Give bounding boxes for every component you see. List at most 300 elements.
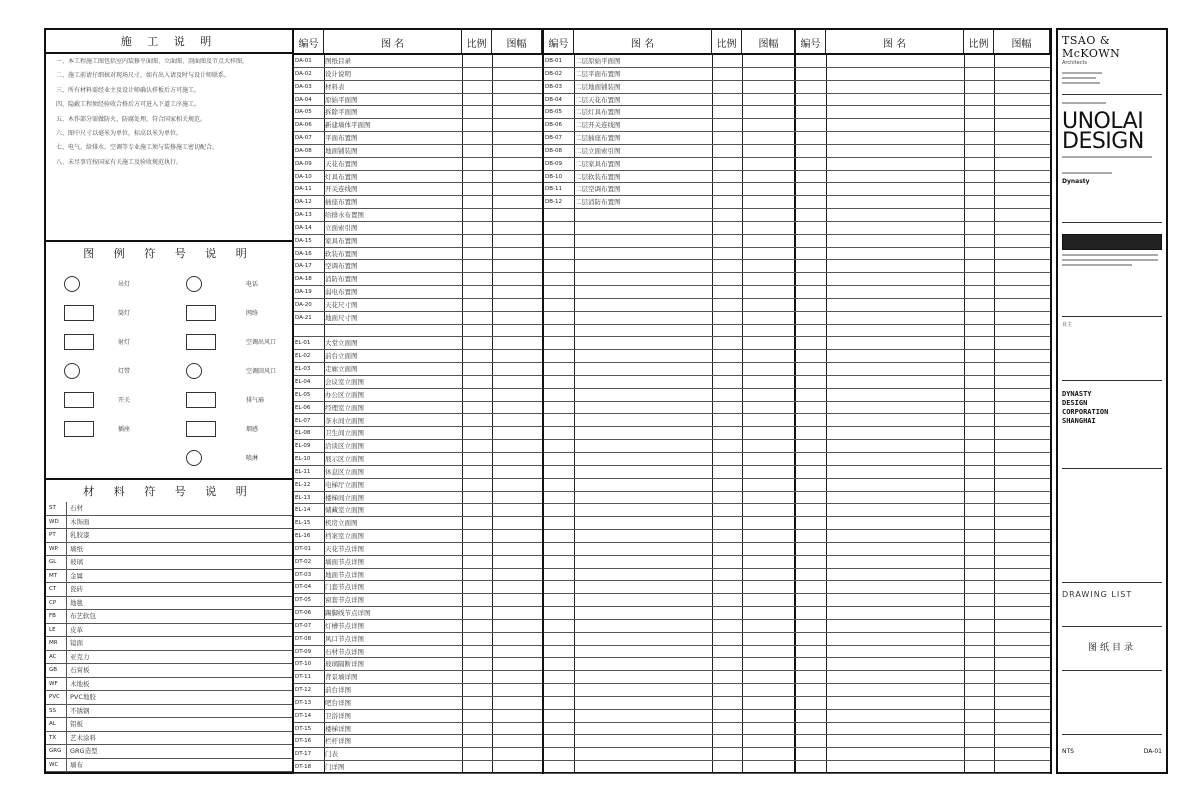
- drawing-row: [294, 337, 542, 350]
- drawing-row: [294, 723, 542, 736]
- abbr-code: MT: [49, 572, 58, 579]
- drawing-row: [294, 581, 542, 594]
- drawing-row: [796, 235, 1050, 248]
- drawing-row: [544, 55, 796, 68]
- abbr-row: [46, 570, 292, 584]
- brand-section: [1062, 100, 1162, 223]
- cell-divider: [66, 502, 67, 515]
- legend-symbol-icon: [64, 276, 80, 292]
- drawing-row: [544, 350, 796, 363]
- drawing-row: [796, 697, 1050, 710]
- drawing-name: 地面铺装图: [325, 146, 358, 155]
- column-header-name: 图 名: [574, 30, 712, 54]
- drawing-row: [294, 350, 542, 363]
- drawing-code: DB-11: [545, 186, 562, 193]
- title-block: [1056, 28, 1168, 774]
- drawing-name: 前台详图: [325, 686, 351, 695]
- drawing-name: 前台立面图: [325, 352, 358, 361]
- drawing-code: DA-19: [295, 289, 312, 296]
- drawing-name: 二层原始平面图: [575, 57, 621, 65]
- drawing-row: [294, 646, 542, 659]
- drawing-row: [544, 68, 796, 81]
- drawing-code: DA-06: [295, 122, 312, 129]
- drawing-name: 玻璃隔断详图: [325, 660, 364, 669]
- drawing-row: [544, 389, 796, 402]
- drawing-row: [544, 248, 796, 261]
- drawing-row: [294, 55, 542, 68]
- drawing-name: 会议室立面图: [325, 377, 364, 386]
- drawing-name: 弱电布置图: [325, 288, 358, 297]
- drawing-code: DT-08: [295, 635, 312, 642]
- drawing-row: [796, 492, 1050, 505]
- drawing-name: 储藏室立面图: [325, 506, 364, 515]
- drawing-row: [294, 453, 542, 466]
- drawing-row: [544, 171, 796, 184]
- drawing-row: [544, 235, 796, 248]
- drawing-code: EL-03: [295, 366, 311, 373]
- column-header-name: 图 名: [324, 30, 462, 54]
- legend-symbol-icon: [64, 421, 94, 437]
- drawing-row: [796, 466, 1050, 479]
- note-line: 三、所有材料需经业主及设计师确认样板后方可施工。: [56, 86, 201, 94]
- drawing-code: EL-13: [295, 494, 311, 501]
- cell-divider: [66, 570, 67, 583]
- drawing-code: DT-06: [295, 610, 312, 617]
- drawing-code: DT-14: [295, 712, 312, 719]
- legend-symbol-icon: [186, 392, 216, 408]
- drawing-row: [544, 106, 796, 119]
- abbr-desc: 不锈钢: [70, 706, 90, 715]
- abbr-desc: 瓷砖: [70, 585, 83, 593]
- abbr-title: 材 料 符 号 说 明: [46, 478, 292, 502]
- drawing-name: 背景墙详图: [325, 673, 358, 682]
- drawing-row: [294, 158, 542, 171]
- legend-label: 灯带: [118, 368, 131, 375]
- abbr-desc: 铝板: [70, 720, 83, 728]
- cell-divider: [66, 664, 67, 677]
- drawing-code: DB-08: [545, 147, 562, 154]
- drawing-name: 二层平面布置图: [575, 69, 621, 78]
- drawing-code: EL-01: [295, 340, 311, 347]
- drawing-row: [796, 402, 1050, 415]
- drawing-code: EL-10: [295, 456, 311, 463]
- abbr-desc: PVC地胶: [70, 693, 96, 701]
- drawing-name: 天花节点详图: [325, 544, 364, 553]
- legend-label: 喷淋: [246, 455, 259, 462]
- abbr-row: [46, 610, 292, 624]
- drawing-sheet: [44, 28, 796, 774]
- drawing-row: [544, 286, 796, 299]
- drawing-row: [544, 530, 796, 543]
- abbr-code: ST: [49, 505, 56, 511]
- drawing-row: [294, 145, 542, 158]
- drawing-row: [796, 543, 1050, 556]
- abbr-desc: 墙纸: [70, 544, 83, 553]
- drawing-row: [796, 723, 1050, 736]
- abbr-row: [46, 664, 292, 678]
- drawing-name: 原始平面图: [325, 95, 358, 104]
- cell-divider: [66, 583, 67, 596]
- abbr-row: [46, 651, 292, 665]
- client-name: Dynasty: [1062, 178, 1090, 185]
- drawing-code: EL-15: [295, 520, 311, 527]
- drawing-name: 二层立面索引图: [575, 146, 621, 155]
- drawing-name: 吧台详图: [325, 698, 351, 707]
- drawing-code: DA-02: [295, 70, 312, 77]
- drawing-row: [796, 260, 1050, 273]
- project-section: [1062, 384, 1162, 469]
- abbr-code: TX: [49, 734, 57, 741]
- legend-title: 图 例 符 号 说 明: [46, 240, 292, 264]
- drawing-row: [796, 106, 1050, 119]
- legend-label: 吊灯: [118, 281, 131, 288]
- column-header-code: 编号: [544, 30, 574, 54]
- cell-divider: [66, 718, 67, 731]
- drawing-row: [544, 273, 796, 286]
- drawing-row: [796, 581, 1050, 594]
- drawing-code: DT-07: [295, 622, 312, 629]
- drawing-row: [544, 222, 796, 235]
- abbr-row: [46, 745, 292, 759]
- drawing-row: [294, 209, 542, 222]
- abbr-row: [46, 583, 292, 597]
- drawing-row: [294, 594, 542, 607]
- abbr-row: [46, 597, 292, 611]
- drawing-row: [796, 286, 1050, 299]
- drawing-row: [544, 299, 796, 312]
- drawing-code: DB-03: [545, 83, 562, 90]
- drawing-row: [544, 402, 796, 415]
- drawing-row: [796, 132, 1050, 145]
- drawing-code: DA-03: [295, 83, 312, 90]
- drawing-row: [544, 337, 796, 350]
- revision-section: [1062, 674, 1162, 735]
- abbr-code: LE: [49, 626, 56, 633]
- drawing-name: 休息区立面图: [325, 467, 364, 476]
- drawing-row: [544, 363, 796, 376]
- drawing-name: 风口节点详图: [325, 634, 364, 643]
- drawing-row: [796, 273, 1050, 286]
- drawing-name: 门表: [325, 750, 338, 759]
- cell-divider: [66, 651, 67, 664]
- drawing-row: [294, 671, 542, 684]
- legend-label: 网络: [246, 310, 259, 317]
- client-label: 业主: [1062, 322, 1073, 328]
- drawing-list-b: [544, 30, 796, 774]
- legend-symbol-icon: [186, 334, 216, 350]
- drawing-row: [294, 607, 542, 620]
- firm-name: TSAO & McKOWN: [1062, 34, 1121, 60]
- drawing-row: [796, 119, 1050, 132]
- drawing-row: [294, 466, 542, 479]
- drawing-code: DA-10: [295, 173, 312, 180]
- drawing-code: DA-05: [295, 109, 312, 116]
- drawing-row: [796, 94, 1050, 107]
- legend-label: 射灯: [118, 339, 131, 346]
- blank-section: [1062, 320, 1162, 381]
- drawing-row: [544, 594, 796, 607]
- column-header-scale: 比例: [964, 30, 994, 54]
- drawing-row: [294, 748, 542, 761]
- drawing-row: [544, 735, 796, 748]
- drawing-row: [796, 748, 1050, 761]
- project-line-2: DESIGN: [1062, 399, 1088, 407]
- drawing-name: 软装布置图: [325, 249, 358, 258]
- drawing-row: [796, 337, 1050, 350]
- drawing-row: [294, 325, 542, 338]
- drawing-row: [544, 492, 796, 505]
- drawing-row: [544, 453, 796, 466]
- project-line-3: CORPORATION: [1062, 408, 1109, 416]
- drawing-row: [294, 132, 542, 145]
- legend-label: 插座: [118, 426, 131, 433]
- abbr-desc: 布艺软包: [70, 612, 96, 620]
- drawing-title-cn: 图纸目录: [1087, 643, 1136, 653]
- drawing-row: [294, 492, 542, 505]
- drawing-row: [796, 479, 1050, 492]
- cell-divider: [66, 637, 67, 650]
- drawing-row: [294, 68, 542, 81]
- drawing-row: [294, 81, 542, 94]
- drawing-row: [796, 504, 1050, 517]
- drawing-name: 石材节点详图: [325, 647, 364, 656]
- drawing-row: [544, 723, 796, 736]
- drawing-row: [796, 633, 1050, 646]
- drawing-row: [294, 286, 542, 299]
- drawing-name: 空调布置图: [325, 262, 358, 271]
- cell-divider: [66, 543, 67, 556]
- abbr-desc: 金属: [70, 571, 83, 580]
- drawing-row: [294, 389, 542, 402]
- drawing-row: [796, 68, 1050, 81]
- drawing-row: [294, 376, 542, 389]
- drawing-row: [796, 248, 1050, 261]
- abbr-desc: 木地板: [70, 679, 90, 688]
- abbr-code: WP: [49, 545, 58, 552]
- drawing-row: [796, 196, 1050, 209]
- drawing-row: [796, 646, 1050, 659]
- drawing-code: DT-03: [295, 571, 312, 578]
- brand-line-1: UNOLAI: [1062, 109, 1144, 134]
- abbr-code: AC: [49, 653, 57, 660]
- title-cn-section: [1062, 630, 1162, 671]
- abbr-row: [46, 705, 292, 719]
- drawing-row: [796, 363, 1050, 376]
- drawing-row: [544, 440, 796, 453]
- drawing-code: DT-15: [295, 725, 312, 732]
- abbr-row: [46, 556, 292, 570]
- drawing-row: [796, 171, 1050, 184]
- drawing-name: 拆除平面图: [325, 108, 358, 117]
- drawing-name: 楼梯详图: [325, 724, 351, 733]
- column-header-scale: 比例: [712, 30, 742, 54]
- drawing-title: DRAWING LIST: [1062, 590, 1133, 599]
- abbr-code: MR: [49, 640, 58, 646]
- drawing-row: [796, 440, 1050, 453]
- legend-label: 空调出风口: [246, 339, 277, 346]
- drawing-row: [796, 81, 1050, 94]
- drawing-name: 平面布置图: [325, 134, 358, 143]
- drawing-row: [544, 581, 796, 594]
- legend-symbol-icon: [64, 363, 80, 379]
- abbr-row: [46, 759, 292, 773]
- abbr-desc: 木饰面: [70, 517, 90, 526]
- drawing-row: [294, 427, 542, 440]
- drawing-row: [544, 325, 796, 338]
- drawing-row: [294, 530, 542, 543]
- column-header-size: 图幅: [994, 30, 1050, 54]
- drawing-name: 消防布置图: [325, 275, 358, 284]
- note-line: 一、本工程施工图包括室内装修平面图、立面图、剖面图及节点大样图。: [56, 58, 249, 65]
- drawing-row: [796, 389, 1050, 402]
- abbr-desc: GRG造型: [70, 747, 98, 755]
- drawing-row: [544, 196, 796, 209]
- note-line: 八、未尽事宜按国家有关施工及验收规范执行。: [56, 158, 183, 166]
- drawing-row: [294, 312, 542, 325]
- drawing-row: [544, 697, 796, 710]
- abbr-row: [46, 502, 292, 516]
- drawing-code: DA-17: [295, 263, 312, 270]
- drawing-name: 档案室立面图: [325, 532, 364, 541]
- drawing-code: DA-11: [295, 186, 312, 193]
- column-header-size: 图幅: [742, 30, 796, 54]
- cell-divider: [66, 610, 67, 623]
- drawing-row: [544, 607, 796, 620]
- abbr-code: CP: [49, 599, 57, 606]
- drawing-code: DA-12: [295, 199, 312, 206]
- drawing-code: DB-07: [545, 135, 562, 142]
- abbr-code: SS: [49, 707, 56, 714]
- abbr-code: FB: [49, 613, 56, 619]
- drawing-row: [544, 646, 796, 659]
- drawing-code: DB-04: [545, 96, 562, 103]
- drawing-name: 二层插座布置图: [575, 134, 621, 143]
- legend-symbol-icon: [64, 392, 94, 408]
- drawing-row: [544, 633, 796, 646]
- drawing-name: 墙面节点详图: [325, 557, 364, 566]
- drawing-name: 新建墙体平面图: [325, 121, 371, 130]
- drawing-row: [544, 376, 796, 389]
- drawing-row: [294, 222, 542, 235]
- legend-label: 筒灯: [118, 310, 131, 317]
- drawing-code: DB-12: [545, 199, 562, 206]
- drawing-row: [796, 594, 1050, 607]
- drawing-name: 天花尺寸图: [325, 300, 358, 309]
- abbr-desc: 石材: [70, 504, 83, 512]
- drawing-name: 家具布置图: [325, 236, 358, 245]
- drawing-code: DT-02: [295, 558, 312, 565]
- drawing-name: 栏杆详图: [325, 737, 351, 746]
- abbr-code: AL: [49, 721, 56, 727]
- sheet-info: [1062, 738, 1162, 768]
- drawing-row: [294, 543, 542, 556]
- drawing-row: [544, 260, 796, 273]
- drawing-code: DT-17: [295, 751, 312, 758]
- drawing-row: [294, 363, 542, 376]
- drawing-code: EL-09: [295, 443, 311, 450]
- brand-line-2: DESIGN: [1062, 129, 1144, 154]
- abbr-desc: 乳胶漆: [70, 531, 90, 539]
- drawing-row: [294, 183, 542, 196]
- column-header-scale: 比例: [462, 30, 492, 54]
- legend-label: 电话: [246, 281, 259, 288]
- drawing-row: [294, 620, 542, 633]
- drawing-code: EL-05: [295, 391, 311, 398]
- cell-divider: [66, 678, 67, 691]
- drawing-row: [796, 55, 1050, 68]
- drawing-row: [294, 761, 542, 774]
- drawing-name: 门套节点详图: [325, 583, 364, 592]
- drawing-name: 大堂立面图: [325, 339, 358, 348]
- drawing-row: [796, 671, 1050, 684]
- drawing-row: [294, 479, 542, 492]
- drawing-code: DT-01: [295, 545, 312, 552]
- drawing-name: 灯具布置图: [325, 172, 358, 181]
- legend-label: 烟感: [246, 426, 259, 433]
- drawing-row: [294, 260, 542, 273]
- drawing-row: [544, 183, 796, 196]
- drawing-row: [544, 748, 796, 761]
- abbr-code: GB: [49, 667, 58, 673]
- drawing-row: [544, 466, 796, 479]
- notes-block: [56, 58, 286, 236]
- drawing-row: [796, 556, 1050, 569]
- abbr-row: [46, 691, 292, 705]
- drawing-row: [294, 569, 542, 582]
- note-line: 四、隐蔽工程须经验收合格后方可进入下道工序施工。: [56, 101, 201, 109]
- drawing-name: 二层灯具布置图: [575, 108, 621, 117]
- note-line: 七、电气、给排水、空调等专业施工须与装修施工密切配合。: [56, 144, 219, 152]
- drawing-row: [544, 94, 796, 107]
- drawing-row: [294, 415, 542, 428]
- drawing-row: [544, 145, 796, 158]
- drawing-name: 电梯厅立面图: [325, 480, 364, 489]
- abbr-row: [46, 529, 292, 543]
- drawing-row: [544, 761, 796, 774]
- drawing-name: 窗套节点详图: [325, 596, 364, 605]
- drawing-code: EL-14: [295, 507, 311, 514]
- legend-symbol-icon: [186, 276, 202, 292]
- drawing-name: 给排水布置图: [325, 211, 364, 220]
- legend-label: 空调回风口: [246, 368, 277, 375]
- drawing-name: 楼梯间立面图: [325, 493, 364, 502]
- drawing-name: 机房立面图: [325, 519, 358, 528]
- cell-divider: [66, 732, 67, 745]
- drawing-code: DA-20: [295, 301, 312, 308]
- drawing-row: [544, 209, 796, 222]
- legend-symbol-icon: [186, 363, 202, 379]
- drawing-row: [544, 158, 796, 171]
- drawing-code: DA-01: [295, 58, 312, 64]
- abbr-row: [46, 732, 292, 746]
- drawing-row: [796, 325, 1050, 338]
- drawing-row: [544, 312, 796, 325]
- drawing-row: [544, 517, 796, 530]
- drawing-name: 天花布置图: [325, 159, 358, 168]
- cell-divider: [66, 705, 67, 718]
- drawing-row: [544, 415, 796, 428]
- drawing-code: DT-11: [295, 674, 312, 681]
- drawing-row: [796, 415, 1050, 428]
- abbr-code: PVC: [49, 694, 60, 700]
- drawing-row: [796, 145, 1050, 158]
- drawing-row: [294, 517, 542, 530]
- drawing-row: [544, 81, 796, 94]
- cell-divider: [66, 624, 67, 637]
- drawing-row: [294, 735, 542, 748]
- drawing-row: [544, 479, 796, 492]
- drawing-row: [544, 671, 796, 684]
